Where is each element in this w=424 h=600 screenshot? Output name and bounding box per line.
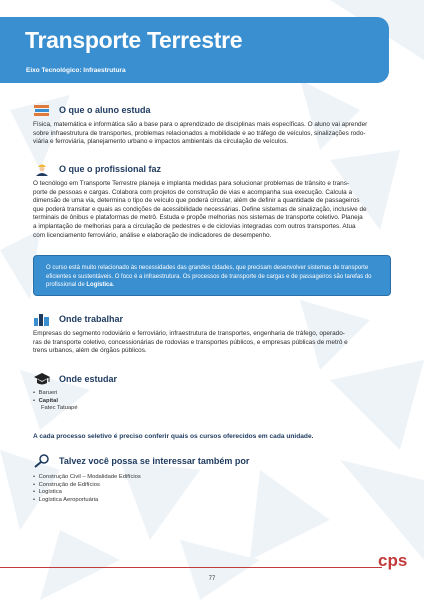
list-item: • Barueri [33, 390, 58, 396]
section-heading-estuda [33, 103, 151, 117]
section-heading-trabalhar [33, 312, 123, 326]
text-line: Física, matemática e informática são a base para o aprendizado de disciplinas mais específicas. O aluno vai aprender [33, 121, 368, 128]
text-line: O tecnólogo em Transporte Terrestre planeja e implanta medidas para solucionar problemas de trânsito e trans- [33, 180, 350, 187]
paragraph-estuda [33, 121, 391, 147]
section-heading-faz [33, 162, 161, 176]
highlight-box [33, 255, 391, 296]
text-line: O curso está muito relacionado às necessidades das grandes cidades, que precisam desenvolver sistemas de transporte [46, 265, 369, 271]
list-item: • Logística Aeroportuária [33, 496, 99, 503]
books-icon [33, 103, 51, 117]
text-line: ras de transporte coletivo, concessionárias de rodovias e transportes públicos, e empresas públicas de metrô e [33, 338, 348, 346]
bold-term: Logística [86, 282, 113, 289]
section-heading-estudar [33, 372, 117, 386]
related-courses-list [33, 474, 141, 504]
text-line: viária e ferroviária, planejamento urbano e impactos ambientais da circulação de veículos. [33, 138, 289, 146]
page-title: Transporte Terrestre [25, 27, 243, 53]
section-title-faz: O que o profissional faz [59, 164, 162, 174]
paragraph-trabalhar [33, 330, 391, 356]
paragraph-faz [33, 180, 391, 240]
text-line: terminais de ônibus e plataformas de metrô. Estuda e propõe melhorias nos sistemas de transporte coletivo. Planeja [33, 214, 363, 222]
text-line: trens urbanos, além de órgãos públicos. [33, 347, 147, 355]
section-title-trabalhar: Onde trabalhar [59, 314, 124, 324]
study-locations-list [33, 390, 78, 413]
list-item: • Construção Civil – Modalidade Edifícios [33, 474, 141, 480]
list-item: • Capital [33, 397, 58, 404]
text-line: eficientes e sustentáveis. O foco é a infraestrutura. Os processos de transporte de cargas e de passageiros são tarefas do [46, 273, 372, 280]
worker-icon [33, 162, 51, 176]
section-title-estuda: O que o aluno estuda [59, 105, 151, 115]
footer-divider [0, 567, 382, 568]
graduation-cap-icon [33, 372, 51, 386]
notice-text: A cada processo seletivo é preciso conferir quais os cursos oferecidos em cada unidade. [33, 433, 314, 440]
text-line: porte de pessoas e cargas. Colabora com projetos de construção de vias e acompanha sua execução. Calcula a [33, 188, 353, 196]
text-line: com licenciamento ferroviário, análise e elaboração de indicadores de desempenho. [33, 231, 272, 239]
text-line: dimensão de uma via, determina o tipo de veículo que poderá circular, além de definir a quantidade de passageiros [33, 197, 360, 205]
cps-logo [377, 550, 417, 579]
text-line: profissional de Logística. [46, 282, 115, 289]
svg-text:cps: cps [378, 551, 408, 570]
text-line: Empresas do segmento rodoviário e ferroviário, infraestrutura de transportes, engenharia de tráfego, operado- [33, 330, 345, 337]
list-item: • Logística [33, 489, 62, 496]
section-heading-interesse [33, 454, 249, 468]
section-title-interesse: Talvez você possa se interessar também por [59, 456, 250, 466]
section-title-estudar: Onde estudar [59, 374, 118, 384]
text-line: sobre infraestrutura de transportes, problemas relacionados a mobilidade e ao tráfego de veículos, sinalizações rodo- [33, 129, 366, 137]
text-line: a implantação de melhorias para a circulação de pedestres e de ciclovias integradas com outros transportes. Atua [33, 222, 356, 230]
list-item: • Construção de Edifícios [33, 481, 100, 488]
page-subtitle: Eixo Tecnológico: Infraestrutura [26, 67, 126, 74]
page-number: 77 [208, 576, 216, 582]
city-icon [33, 312, 51, 326]
text-line: que poderá transitar e quais as condições de acessibilidade necessárias. Define sistemas de sinalização, inclusive de [33, 205, 367, 213]
list-sub-item: Fatec Tatuapé [41, 405, 78, 412]
magnifier-icon [33, 454, 51, 468]
